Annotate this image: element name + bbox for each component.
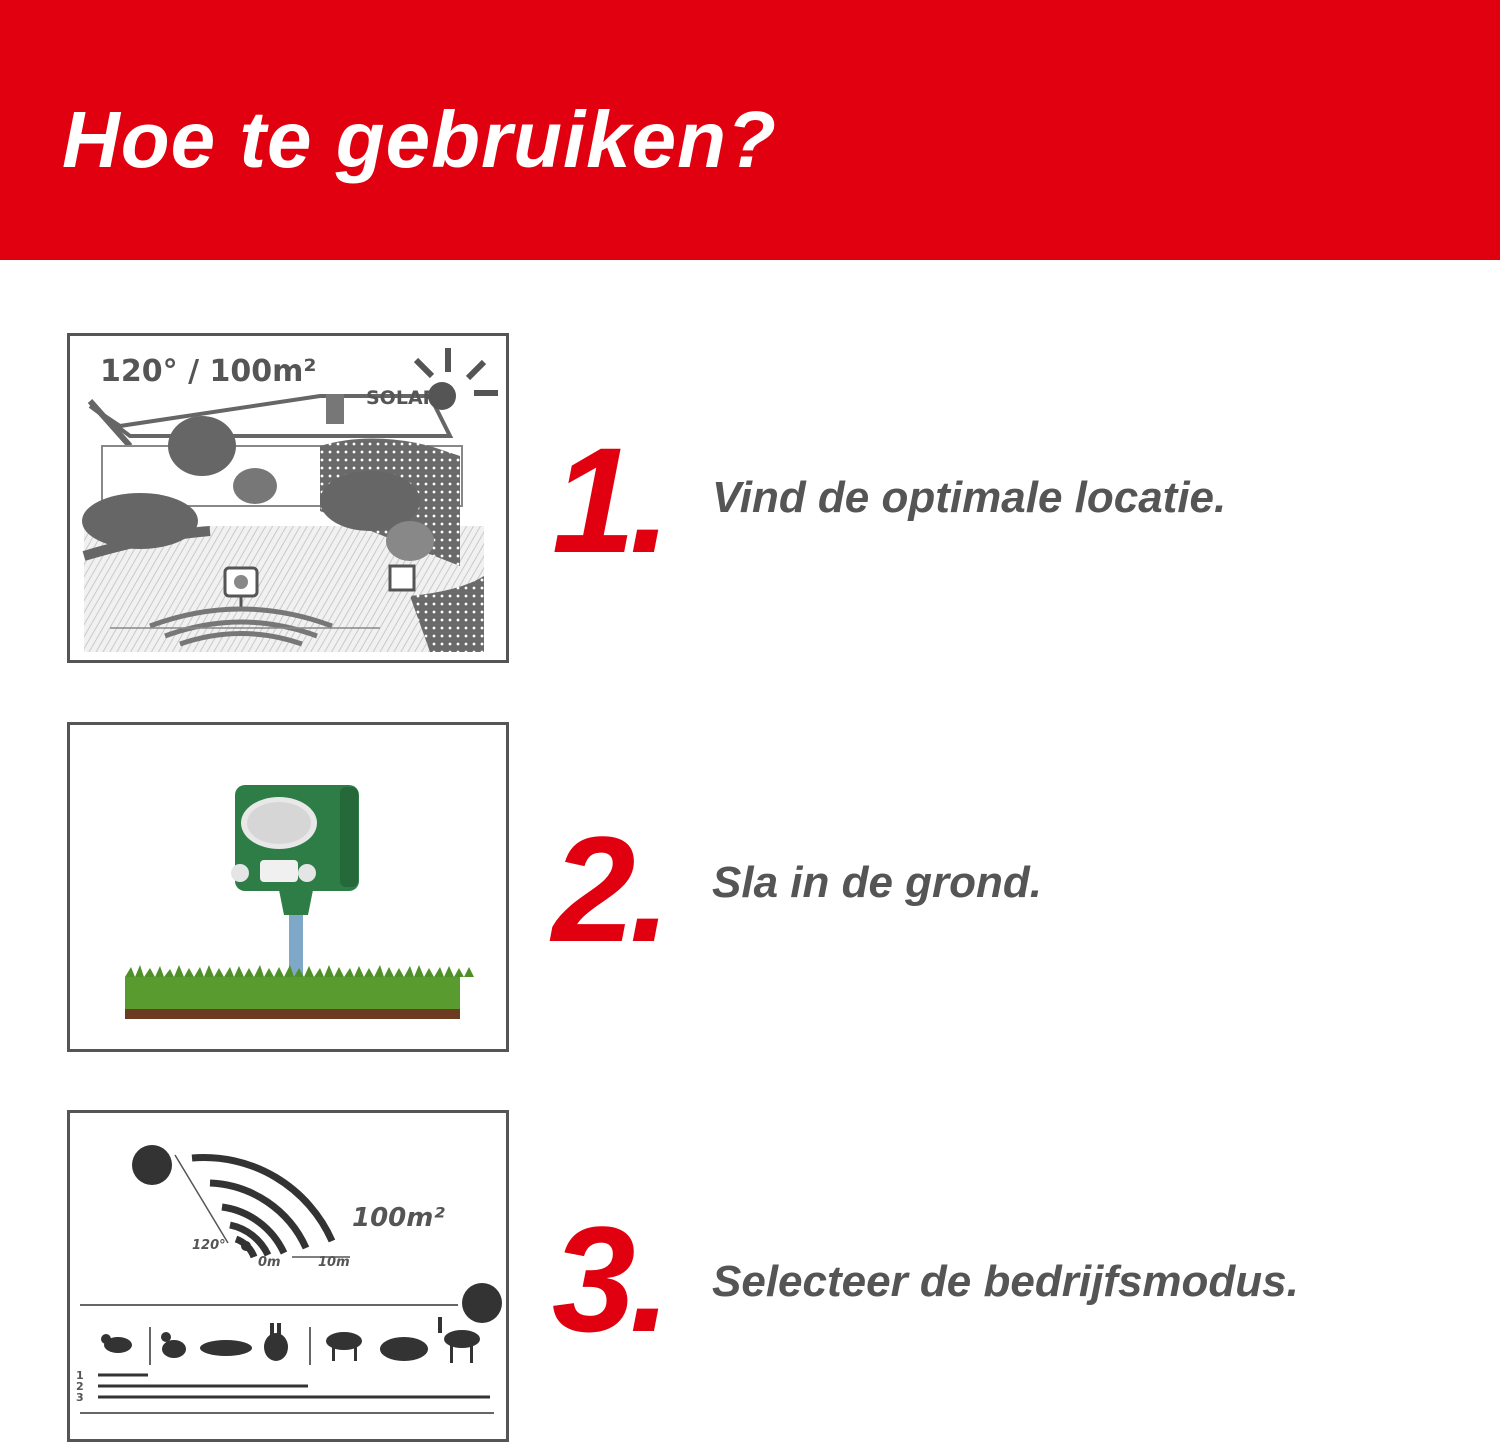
step-2-image: [67, 722, 509, 1052]
garden-illustration-icon: [70, 336, 506, 660]
step-3-image: [67, 1110, 509, 1442]
mode-2-label: 2: [76, 1380, 84, 1393]
repeller-device-icon: [70, 725, 506, 1049]
range-end-label: 10m: [318, 1255, 350, 1270]
area-label: 100m²: [352, 1203, 445, 1233]
step-2-number: 2.: [552, 805, 666, 973]
range-and-modes-diagram-icon: [70, 1113, 506, 1439]
solar-label: SOLAR: [366, 387, 438, 409]
page-title: Hoe te gebruiken?: [62, 95, 777, 184]
mode-3-label: 3: [76, 1391, 84, 1404]
angle-label: 120°: [192, 1238, 226, 1253]
coverage-label: 120° / 100m²: [100, 354, 317, 389]
mode-1-label: 1: [76, 1369, 84, 1382]
header-banner: [0, 0, 1500, 260]
range-start-label: 0m: [258, 1255, 281, 1270]
step-1-image: [67, 333, 509, 663]
step-1-text: Vind de optimale locatie.: [712, 473, 1227, 522]
step-1-number: 1.: [552, 416, 666, 584]
step-3-text: Selecteer de bedrijfsmodus.: [712, 1257, 1299, 1306]
step-2-text: Sla in de grond.: [712, 858, 1043, 907]
step-3-number: 3.: [552, 1195, 666, 1363]
